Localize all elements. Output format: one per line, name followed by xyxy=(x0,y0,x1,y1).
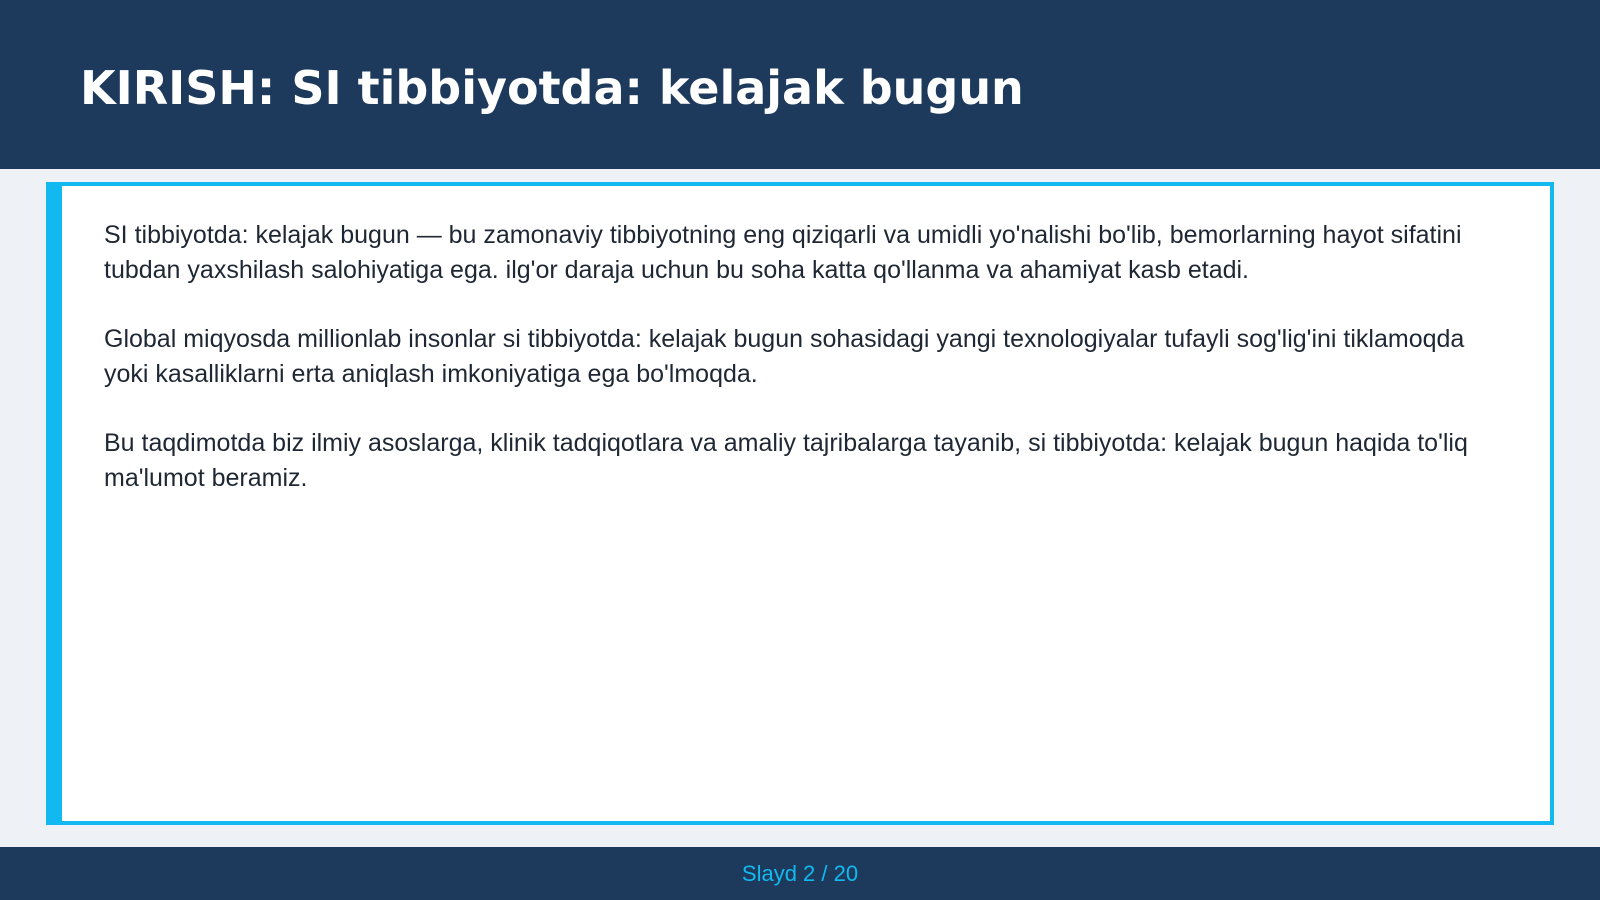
paragraph-presentation: Bu taqdimotda biz ilmiy asoslarga, klinik tadqiqotlara va amaliy tajribalarga tayanib, si tibbiyotda: kelajak bugun haqida to'liq ma'lumot beramiz. xyxy=(104,429,1468,492)
slide-number: Slayd 2 / 20 xyxy=(741,861,859,886)
slide-footer xyxy=(0,847,1600,900)
content-panel xyxy=(46,182,1554,825)
slide-title: KIRISH: SI tibbiyotda: kelajak bugun xyxy=(80,61,1024,115)
content-text xyxy=(104,218,1504,530)
paragraph-intro: SI tibbiyotda: kelajak bugun — bu zamonaviy tibbiyotning eng qiziqarli va umidli yo'nalishi bo'lib, bemorlarning hayot sifatini tubdan yaxshilash salohiyatiga ega. ilg'or daraja uchun bu soha katta qo'llanma va ahamiyat kasb etadi. xyxy=(104,221,1462,284)
slide-header xyxy=(0,0,1600,169)
paragraph-global: Global miqyosda millionlab insonlar si tibbiyotda: kelajak bugun sohasidagi yangi texnologiyalar tufayli sog'lig'ini tiklamoqda yoki kasalliklarni erta aniqlash imkoniyatiga ega bo'lmoqda. xyxy=(104,325,1465,388)
